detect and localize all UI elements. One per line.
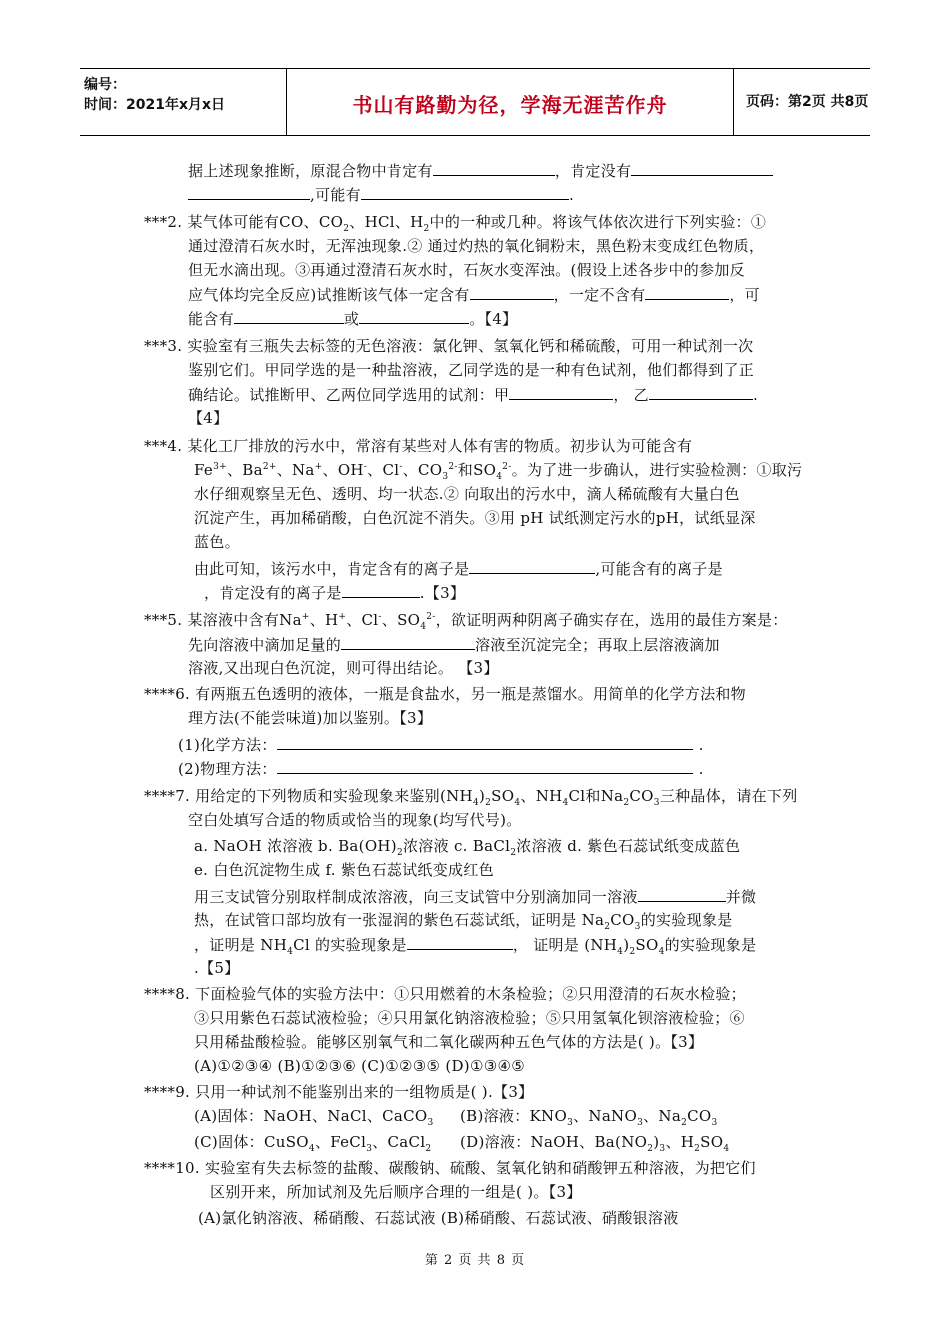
q4-text: ，肯定没有的离子是	[204, 584, 342, 602]
q1-text-c: ,可能有	[310, 186, 361, 204]
answer-blank[interactable]	[359, 308, 469, 324]
ion-charge: 2+	[262, 462, 277, 472]
q3-line4: 【4】	[188, 409, 229, 427]
ion-text: 、Cl	[367, 461, 400, 479]
q7-line2: 空白处填写合适的物质或恰当的现象(均写代号)。	[188, 811, 522, 829]
answer-blank[interactable]	[188, 184, 310, 200]
answer-blank[interactable]	[433, 160, 555, 176]
q2-text: ，一定不含有	[553, 286, 646, 304]
q5-line1: ***5. 某溶液中含有Na+、H+、Cl-、$SO_4^{2-}$，欲证明两种阴离子确实存在，选用的最佳方案是：	[144, 611, 788, 632]
q9-text: 、NaNO	[573, 1107, 638, 1125]
q7-text: 用三支试管分别取样制成浓溶液，向三支试管中分别滴加同一溶液	[194, 888, 638, 906]
q3-line3	[188, 384, 758, 405]
q2-text: 、HCl、H	[349, 213, 424, 231]
q9-text: (D)溶液：NaOH、Ba(NO	[460, 1133, 648, 1151]
q5-text: ***5. 某溶液中含有Na	[144, 611, 302, 629]
q8-line3: 只用稀盐酸检验。能够区别氧气和二氧化碳两种五色气体的方法是( )。【3】	[194, 1033, 704, 1051]
q7-text: SO	[491, 787, 515, 805]
q1-text-a: 据上述现象推断，原混合物中肯定有	[188, 162, 433, 180]
answer-blank[interactable]	[341, 634, 475, 650]
q9-option-d: (D)溶液：NaOH、$Ba(NO_2)_3$、$H_2SO_4$	[460, 1133, 730, 1154]
header-motto-cell	[286, 69, 734, 135]
q4-line2	[194, 460, 802, 480]
q9-option-c: (C)固体：CuSO$_4$、FeCl$_3$、CaCl$_2$	[194, 1133, 432, 1154]
answer-blank[interactable]	[277, 758, 693, 774]
q7-text: 浓溶液 c. BaCl	[402, 837, 511, 855]
q6-text: (2)物理方法：	[178, 760, 277, 778]
header-meta	[80, 69, 286, 135]
q2-text: ***2. 某气体可能有CO、CO	[144, 213, 344, 231]
q2-text: ，可	[729, 286, 760, 304]
q7-line8: .【5】	[194, 959, 240, 977]
q9-line1: ****9. 只用一种试剂不能鉴别出来的一组物质是( ).【3】	[144, 1083, 534, 1101]
answer-blank[interactable]	[631, 160, 773, 176]
q7-text: 、NH	[520, 787, 563, 805]
q2-text: 。【4】	[469, 310, 518, 328]
q2-line3: 但无水滴出现。③再通过澄清石灰水时，石灰水变浑浊。(假设上述各步中的参加反	[188, 261, 745, 279]
q1-line1	[188, 160, 773, 181]
q4-line7	[204, 582, 465, 603]
q5-text: 、SO	[381, 611, 421, 629]
q9-option-a: (A)固体：NaOH、NaCl、CaCO$_3$	[194, 1107, 434, 1128]
time-label: 时间：2021年x月x日	[84, 97, 226, 113]
q2-line1: ***2. 某气体可能有CO、$CO_2$、HCl、$H_2$中的一种或几种。将该气体依次进行下列实验：①	[144, 213, 767, 234]
page-header	[80, 68, 870, 136]
q9-text: 、Na	[643, 1107, 682, 1125]
ion-text: 和SO	[457, 461, 497, 479]
q5-text: 、H	[309, 611, 339, 629]
ion-text: 、OH	[322, 461, 364, 479]
ion-text: 、Na	[276, 461, 315, 479]
q8-options: (A)①②③④ (B)①②③⑥ (C)①②③⑤ (D)①③④⑤	[194, 1057, 525, 1075]
ion-charge: -	[399, 462, 403, 472]
q1-text-b: ，肯定没有	[554, 162, 632, 180]
q7-text: 三种晶体，请在下列	[659, 787, 798, 805]
q9-text: SO	[700, 1133, 724, 1151]
q7-line6: 热，在试管口部均放有一张湿润的紫色石蕊试纸，证明是 $Na_2CO_3$的实验现象是	[194, 911, 733, 932]
q6-line3	[178, 734, 704, 755]
q2-line4	[188, 284, 760, 305]
ion-charge: +	[314, 462, 323, 472]
q7-line1: ****7. 用给定的下列物质和实验现象来鉴别$(NH_4)_2SO_4$、$NH_4Cl$和$Na_2CO_3$三种晶体，请在下列	[144, 787, 798, 808]
q9-text: (A)固体：NaOH、NaCl、CaCO	[194, 1107, 428, 1125]
q4-line3: 水仔细观察呈无色、透明、均一状态.② 向取出的污水中，滴人稀硫酸有大量白色	[194, 485, 740, 503]
q7-text: a. NaOH 浓溶液 b. Ba(OH)	[194, 837, 397, 855]
q8-line1: ****8. 下面检验气体的实验方法中：①只用燃着的木条检验；②只用澄清的石灰水检验；	[144, 985, 746, 1003]
q5-text: 溶液至沉淀完全；再取上层溶液滴加	[475, 636, 720, 654]
ion-text: 、CO	[402, 461, 443, 479]
q9-text: 、CaCl	[372, 1133, 426, 1151]
answer-blank[interactable]	[645, 284, 729, 300]
ion-charge: -	[363, 462, 368, 472]
q7-text: SO	[635, 936, 659, 954]
q6-line1: ****6. 有两瓶五色透明的液体，一瓶是食盐水，另一瓶是蒸馏水。用简单的化学方法和物	[144, 685, 746, 703]
q6-text: .	[698, 760, 704, 778]
answer-blank[interactable]	[342, 582, 420, 598]
q4-line4: 沉淀产生，再加稀硝酸，白色沉淀不消失。③用 pH 试纸测定污水的pH，试纸显深	[194, 509, 756, 527]
q9-option-b: (B)溶液：$KNO_3$、NaNO$_3$、$Na_2CO_3$	[460, 1107, 718, 1128]
q5-text: ，欲证明两种阴离子确实存在，选用的最佳方案是：	[435, 611, 788, 629]
q9-text: )	[653, 1133, 660, 1151]
q5-text: 溶液,又出现白色沉淀，则可得出结论。 【3】	[188, 659, 499, 677]
q5-line3	[188, 658, 499, 678]
q7-text: CO	[610, 911, 635, 929]
answer-blank[interactable]	[469, 558, 595, 574]
q7-text: Cl 的实验现象是	[293, 936, 407, 954]
q6-line2: 理方法(不能尝味道)加以鉴别。【3】	[188, 709, 433, 727]
q4-text: 由此可知，该污水中，肯定含有的离子是	[194, 560, 470, 578]
q6-text: .	[698, 736, 704, 754]
q4-text: ,可能含有的离子是	[595, 560, 723, 578]
q3-text: ， 乙	[613, 386, 649, 404]
q5-text: 先向溶液中滴加足量的	[188, 636, 342, 654]
q8-line2: ③只用紫色石蕊试液检验；④只用氯化钠溶液检验；⑤只用氢氧化钡溶液检验；⑥	[194, 1009, 745, 1027]
page-footer: 第 2 页 共 8 页	[424, 1253, 526, 1268]
q2-text: 应气体均完全反应)试推断该气体一定含有	[188, 286, 470, 304]
answer-blank[interactable]	[638, 886, 726, 902]
q7-text: )	[478, 787, 486, 805]
q9-text: (B)溶液：KNO	[460, 1107, 568, 1125]
answer-blank[interactable]	[277, 734, 693, 750]
q2-text: 能含有	[188, 310, 234, 328]
ion-charge: 2-	[448, 462, 458, 472]
q2-text: 中的一种或几种。将该气体依次进行下列实验：①	[429, 213, 767, 231]
q3-text: .	[752, 386, 759, 404]
q5-text: 、Cl	[346, 611, 379, 629]
q10-line2: 区别开来，所加试剂及先后顺序合理的一组是( )。【3】	[210, 1183, 582, 1201]
q7-text: ****7. 用给定的下列物质和实验现象来鉴别(NH	[144, 787, 473, 805]
q1-text-d: .	[568, 186, 575, 204]
q7-text: ， 证明是 (NH	[512, 936, 618, 954]
q9-text: CO	[687, 1107, 712, 1125]
q9-text: 、FeCl	[314, 1133, 367, 1151]
q5-line2	[188, 634, 720, 655]
q7-text: Cl和Na	[568, 787, 624, 805]
q7-text: 并微	[725, 888, 757, 906]
q4-text: .【3】	[419, 584, 466, 602]
answer-blank[interactable]	[361, 184, 569, 200]
q7-line3: a. NaOH 浓溶液 b. $Ba(OH)_2$浓溶液 c. BaCl$_2$浓溶液 d. 紫色石蕊试纸变成蓝色	[194, 837, 741, 858]
q6-line4	[178, 758, 704, 779]
q7-text: 浓溶液 d. 紫色石蕊试纸变成蓝色	[516, 837, 741, 855]
q9-text: (C)固体：CuSO	[194, 1133, 309, 1151]
q10-options: (A)氯化钠溶液、稀硝酸、石蕊试液 (B)稀硝酸、石蕊试液、硝酸银溶液	[198, 1209, 679, 1227]
q9-text: 、H	[665, 1133, 695, 1151]
q7-text: 的实验现象是	[664, 936, 757, 954]
ion-charge: 3+	[213, 462, 227, 472]
q7-text: CO	[629, 787, 654, 805]
page-label: 页码：第2页 共8页	[746, 94, 869, 110]
ion-sub: 4	[496, 472, 503, 482]
ion-text: Fe	[194, 461, 214, 479]
answer-blank[interactable]	[470, 284, 554, 300]
answer-blank[interactable]	[407, 934, 513, 950]
q7-text: ，证明是 NH	[194, 936, 288, 954]
q2-line2: 通过澄清石灰水时，无浑浊现象.② 通过灼热的氧化铜粉末，黑色粉末变成红色物质，	[188, 237, 765, 255]
number-label: 编号：	[84, 77, 126, 93]
q6-text: (1)化学方法：	[178, 736, 277, 754]
answer-blank[interactable]	[649, 384, 753, 400]
q4-text: 。为了进一步确认，进行实验检测：①取污	[511, 461, 803, 479]
q7-line7: ，证明是 $NH_4Cl$ 的实验现象是 ， 证明是 $(NH_4)_2SO_4$的实验现象是	[194, 936, 757, 957]
ion-charge: 2-	[502, 462, 512, 472]
q3-text: 确结论。试推断甲、乙两位同学选用的试剂：甲	[188, 386, 510, 404]
answer-blank[interactable]	[509, 384, 613, 400]
q10-line1: ****10. 实验室有失去标签的盐酸、碳酸钠、硫酸、氢氧化钠和硝酸钾五种溶液，为把它们	[144, 1159, 756, 1177]
ion-text: 、Ba	[226, 461, 263, 479]
q1-line2	[188, 184, 574, 205]
q3-line1: ***3. 实验室有三瓶失去标签的无色溶液：氯化钾、氢氧化钙和稀硫酸，可用一种试剂一次	[144, 337, 754, 355]
q3-line2: 鉴别它们。甲同学选的是一种盐溶液，乙同学选的是一种有色试剂，他们都得到了正	[188, 361, 755, 379]
q4-line1: ***4. 某化工厂排放的污水中，常溶有某些对人体有害的物质。初步认为可能含有	[144, 437, 693, 455]
q2-text: 或	[343, 310, 360, 328]
answer-blank[interactable]	[234, 308, 344, 324]
q7-text: 的实验现象是	[640, 911, 733, 929]
q7-line5	[194, 886, 756, 907]
q4-line5: 蓝色。	[194, 533, 240, 551]
q7-text: 热，在试管口部均放有一张湿润的紫色石蕊试纸，证明是 Na	[194, 911, 605, 929]
q4-line6	[194, 558, 723, 579]
motto: 书山有路勤为径，学海无涯苦作舟	[352, 93, 668, 117]
ion-sub: 3	[442, 472, 449, 482]
q2-line5	[188, 308, 517, 329]
q7-line4: e. 白色沉淀物生成 f. 紫色石蕊试纸变成红色	[194, 861, 494, 879]
q7-text: )	[623, 936, 630, 954]
